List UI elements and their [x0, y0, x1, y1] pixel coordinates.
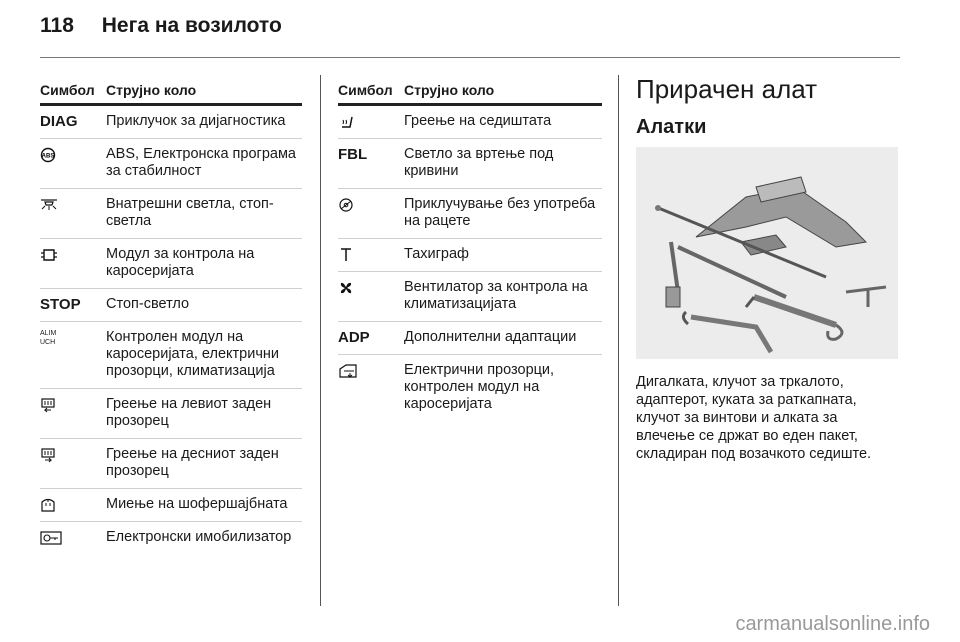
table-row — [338, 355, 602, 421]
heated-window-right-icon — [40, 446, 106, 480]
fan-icon — [338, 279, 404, 313]
table-row — [338, 322, 602, 355]
body-module-icon — [40, 246, 106, 280]
circuit-label: Вентилатор за контрола на климатизацијата — [404, 279, 588, 312]
tools-section — [636, 74, 898, 478]
circuit-label: Стоп-светло — [106, 296, 190, 312]
table-row — [40, 239, 302, 289]
circuit-label: Модул за контрола на каросеријата — [106, 246, 255, 279]
circuit-label: Греење на левиот заден прозорец — [106, 396, 272, 429]
table-row — [338, 139, 602, 189]
circuit-label: Дополнителни адаптации — [404, 329, 577, 345]
page-title: Нега на возилото — [101, 14, 282, 37]
table-row — [338, 239, 602, 272]
circuit-label: Греење на десниот заден прозорец — [106, 446, 279, 479]
power-window-icon — [338, 362, 404, 413]
circuit-label: Електронски имобилизатор — [106, 529, 292, 545]
circuit-label: Приклучување без употреба на рацете — [404, 196, 596, 229]
table-row — [338, 106, 602, 139]
table-row — [40, 289, 302, 322]
circuit-label: Миење на шофершајбната — [106, 496, 288, 512]
header-divider — [40, 57, 900, 58]
circuit-label: Приклучок за дијагностика — [106, 113, 286, 129]
symbol-label: STOP — [40, 296, 81, 313]
tachograph-icon — [338, 246, 404, 263]
section-title: Прирачен алат — [636, 74, 818, 104]
circuit-label: Греење на седиштата — [404, 113, 552, 129]
fuse-table-left — [40, 82, 302, 554]
table-row — [40, 322, 302, 389]
column-divider — [320, 75, 321, 606]
table-row — [40, 106, 302, 139]
table-row — [40, 522, 302, 554]
circuit-label: Внатрешни светла, стоп-светла — [106, 196, 274, 229]
table-header — [338, 82, 602, 106]
heated-window-left-icon — [40, 396, 106, 430]
subsection-title: Алатки — [636, 116, 707, 138]
circuit-label: Електрични прозорци, контролен модул на каросеријата — [404, 362, 555, 412]
watermark: carmanualsonline.info — [735, 613, 930, 635]
interior-light-icon — [40, 196, 106, 230]
circuit-label: Контролен модул на каросеријата, електрични прозорци, климатизација — [106, 329, 279, 379]
symbol-label: ADP — [338, 329, 370, 346]
symbol-label: FBL — [338, 146, 368, 163]
fuse-table-middle — [338, 82, 602, 421]
seat-heating-icon — [338, 113, 404, 130]
abs-icon — [40, 146, 106, 180]
page-number: 118 — [40, 14, 74, 37]
table-header — [40, 82, 302, 106]
tool-kit-illustration — [636, 147, 898, 359]
steering-wheel-icon — [338, 196, 404, 230]
immobiliser-key-icon — [40, 529, 106, 546]
washer-icon — [40, 496, 106, 513]
page-header — [40, 14, 282, 38]
symbol-label: DIAG — [40, 113, 78, 130]
svg-text:ABS: ABS — [41, 153, 55, 160]
table-row — [40, 439, 302, 489]
table-row — [40, 189, 302, 239]
tools-description: Дигалката, клучот за тркалото, адаптерот, куката за раткапната, клучот за винтови и алката за влечење се држат во еден пакет, складиран под возачкото седиште. — [636, 374, 872, 462]
symbol-column-header: Симбол — [338, 82, 393, 98]
circuit-column-header: Струјно коло — [404, 82, 495, 98]
circuit-label: Светло за вртење под кривини — [404, 146, 554, 179]
circuit-label: ABS, Електронска програма за стабилност — [106, 146, 296, 179]
table-row — [40, 139, 302, 189]
circuit-label: Тахиграф — [404, 246, 469, 262]
table-row — [338, 272, 602, 322]
symbol-column-header: Симбол — [40, 82, 95, 98]
symbol-label: ALIM UCH — [40, 330, 57, 346]
table-row — [338, 189, 602, 239]
table-row — [40, 389, 302, 439]
circuit-column-header: Струјно коло — [106, 82, 197, 98]
column-divider — [618, 75, 619, 606]
table-row — [40, 489, 302, 522]
